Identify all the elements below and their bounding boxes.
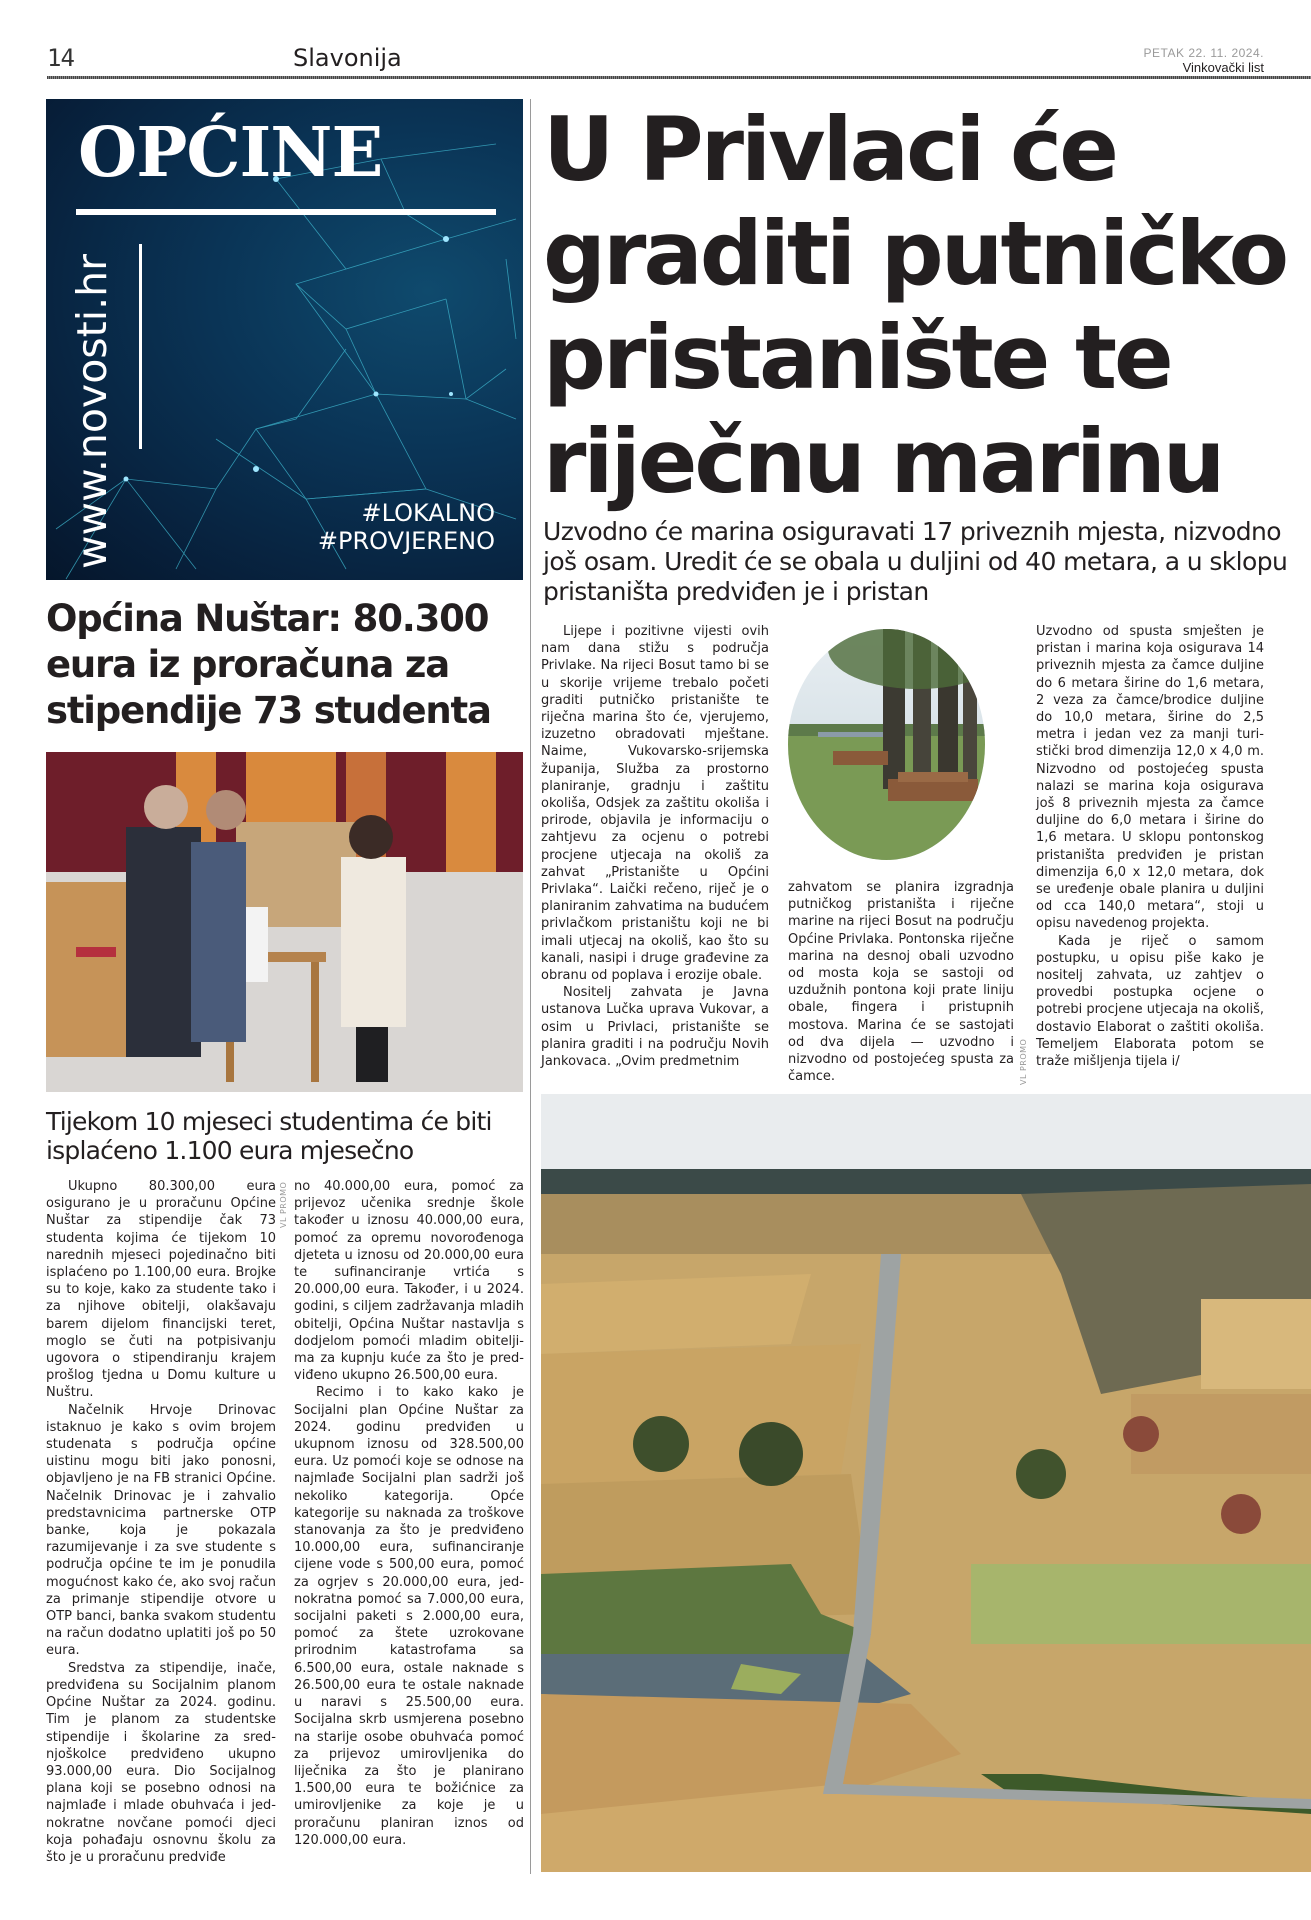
main-article-column-1: [541, 623, 769, 1070]
ceremony-image-icon: [46, 752, 523, 1092]
scholarship-ceremony-photo: [46, 752, 523, 1092]
paragraph: Nositelj zahvata je Javna ustanova Lučka uprava Vukovar, a osim u Privlaci, pristanište se planira graditi i na području Novih Jankovaca. „Ovim predmetnim: [541, 985, 769, 1070]
column-divider: [530, 99, 531, 1874]
headline-line: graditi putničko: [543, 202, 1287, 305]
header-rule: [47, 76, 1311, 79]
riverside-picnic-photo: [788, 629, 985, 860]
ad-title: OPĆINE: [78, 113, 383, 193]
issue-date: PETAK 22. 11. 2024.: [1143, 46, 1264, 60]
newspaper-name: Vinkovački list: [1182, 60, 1264, 75]
promo-label: VL PROMO: [1019, 1038, 1028, 1085]
paragraph: Recimo i to kako kako je Socijalni plan Općine Nuštar za 2024. godinu predviđen u ukupnom iznosu od 328.500,00 eura. Uz pomoći koje se odnose na najmlađe Socijalni plan sadrži još nekoliko kategorija. Opće kategorije su naknada za troškove stanovanja za što je predviđeno 10.000,00 eura, sufinanciranje cijene vode s 500,00 eura, pomoć za ogrjev s 20.000,00 eura, jednokratna pomoć sa 7.000,00 eura, socijalni paketi s 2.000,00 eura, pomoć za štete uzrokovane prirodnim katastrofama sa 6.500,00 eura, ostale naknade s 26.500,00 eura te ostale naknade u naravi s 25.500,00 eura. Socijalna skrb usmjerena posebno na starije osobe obuhvaća pomoć za prijevoz umirovljenika do liječnika za što je planirano 1.500,00 eura te božićnice za umirovljenike za koje je u proračunu planiran iznos od 120.000,00 eura.: [294, 1385, 524, 1848]
aerial-image-icon: [541, 1094, 1311, 1872]
picnic-image-icon: [788, 629, 985, 860]
ad-url[interactable]: www.novosti.hr: [68, 254, 116, 569]
novosti-ad-banner[interactable]: [46, 99, 523, 580]
headline-line: U Privlaci će: [543, 98, 1116, 201]
ad-hashtag-provjereno: #PROVJERENO: [317, 527, 495, 555]
left-article-column-1: [46, 1178, 276, 1866]
left-subheadline: Tijekom 10 mjeseci studentima će biti isplaćeno 1.100 eura mjesečno: [46, 1107, 492, 1165]
aerial-village-photo: [541, 1094, 1311, 1872]
paragraph: Uzvodno od spusta smješten je pristan i marina koja osigurava 14 priveznih mjesta za čamce duljine do 6 metara širine do 1,6 metara, 2 veza za čamce/brodice duljine do 10,0 metara, širine do 2,5 metra i jedan vez za manji turistički brod dimenzija 12,0 x 4,0 m. Nizvodno od postojećeg spusta nalazi se marina koja osigurava još 8 priveznih mjesta za čamce duljine do 6,0 metara i širine do 1,6 metara. U sklopu pontonskog pristaništa predviđen je pristan dimenzija 6,0 x 12,0 metara, dok se uređenje obale planira u duljini od cca 140,0 metara“, stoji u opisu navedenog projekta.: [1036, 624, 1264, 932]
ad-vertical-rule: [139, 244, 142, 449]
main-article-column-3: [1036, 623, 1264, 1070]
paragraph: no 40.000,00 eura, pomoć za prijevoz učenika srednje škole također u iznosu 40.000,00 eura, pomoć za opremu novorođenoga djeteta u iznosu od 20.000,00 eura te sufinanciranje vrtića s 20.000,00 eura. Također, i u 2024. godini, s ciljem zadržavanja mladih obitelji, Općina Nuštar nastavlja s dodjelom pomoći mladim obiteljima za kupnju kuće za što je predviđeno ukupno 26.500,00 eura.: [294, 1179, 524, 1384]
promo-label: VL PROMO: [279, 1181, 288, 1228]
paragraph: Lijepe i pozitivne vijesti ovih nam dana stižu s područja Privlake. Na rijeci Bosut tamo bi se u skorije vrijeme trebalo početi graditi putničko pristanište te riječna marina što će, vjerujemo, izuzetno obradovati mještane. Naime, Vukovarsko-srijemska županija, Služba za prostorno planiranje, gradnju i zaštitu okoliša, Odsjek za zaštitu okoliša i prirode, objavila je informaciju o zahtjevu za ocjenu o potrebi procjene utjecaja na okoliš za zahvat „Pristanište u Općini Privlaka“. Laički rečeno, riječ je o planiranim zahvatima na budućem privlačkom pristaništu koji ne bi imali utjecaj na okoliš, kao što su kanali, nasipi i druge građevine za obranu od poplava i erozije obale.: [541, 624, 769, 984]
left-headline: Općina Nuštar: 80.300 eura iz proračuna za stipendije 73 studenta: [46, 597, 491, 732]
headline-line: pristanište te: [543, 306, 1171, 409]
page-number: 14: [47, 44, 74, 72]
main-headline: [543, 98, 1303, 514]
paragraph: Sredstva za stipendije, inače, predviđena su Socijalnim planom Općine Nuštar za 2024. godinu. Tim je planom za studentske stipendije i školarine za srednjoškolce predviđeno ukupno 93.000,00 eura. Dio Socijalnog plana koji se posebno odnosi na najmlađe i mlade obuhvaća i jednokratne novčane pomoći djeci koja pohađaju osnovnu školu za što je u proračunu predviđe: [46, 1660, 276, 1865]
main-article-column-2: [788, 879, 1014, 1085]
paragraph: Kada je riječ o samom postupku, u opisu piše kako je nositelj zahvata, uz zahtjev o provedbi postupka ocjene o potrebi procjene utjecaja na okoliš, dostavio Elaborat o zaštiti okoliša. Temeljem Elaborata potom se traže mišljenja tijela i/: [1036, 933, 1264, 1070]
paragraph: zahvatom se planira izgradnja putničkog pristaništa i riječne marine na rijeci Bosut na području Općine Privlaka. Pontonska riječne marina na desnoj obali uzvodno od mosta koja se sastoji od uzdužnih pontona koji prate liniju obale, fingera i pristupnih mostova. Marina će se sastojati od dva dijela — uzvodno i nizvodno od postojećeg spusta za čamce.: [788, 880, 1014, 1085]
headline-line: riječnu marinu: [543, 410, 1223, 513]
main-subheadline: Uzvodno će marina osiguravati 17 priveznih mjesta, nizvodno još osam. Uredit će se obala u duljini od 40 metara, a u sklopu pristaništa predviđen je i pristan: [543, 517, 1288, 606]
paragraph: Ukupno 80.300,00 eura osigurano je u proračunu Općine Nuštar za stipendije čak 73 studenta kojima će tijekom 10 narednih mjeseci pojedinačno biti isplaćeno po 1.100,00 eura. Brojke su to koje, kako za studente tako i za njihove obitelji, olakšavaju barem dijelom financijski teret, moglo se čuti na potpisivanju ugovora o stipendiranju krajem prošlog tjedna u Domu kulture u Nuštru.: [46, 1179, 276, 1401]
left-article-column-2: [294, 1178, 524, 1849]
section-name: Slavonija: [293, 44, 402, 72]
paragraph: Načelnik Hrvoje Drinovac istaknuo je kako s ovim brojem studenata s područja općine uistinu mogu biti jako ponosni, objavljeno je na FB stranici Općine. Načelnik Drinovac je i zahvalio predstavnicima partnerske OTP banke, koja je pokazala razumijevanje i za sve studente s područja općine te im je ponudila mogućnost kako će, ako svoj račun za primanje stipendije otvore u OTP banci, banka svakom studentu na račun dodatno uplatiti još po 50 eura.: [46, 1402, 276, 1659]
ad-title-rule: [76, 209, 496, 215]
ad-hashtag-lokalno: #LOKALNO: [361, 499, 495, 527]
